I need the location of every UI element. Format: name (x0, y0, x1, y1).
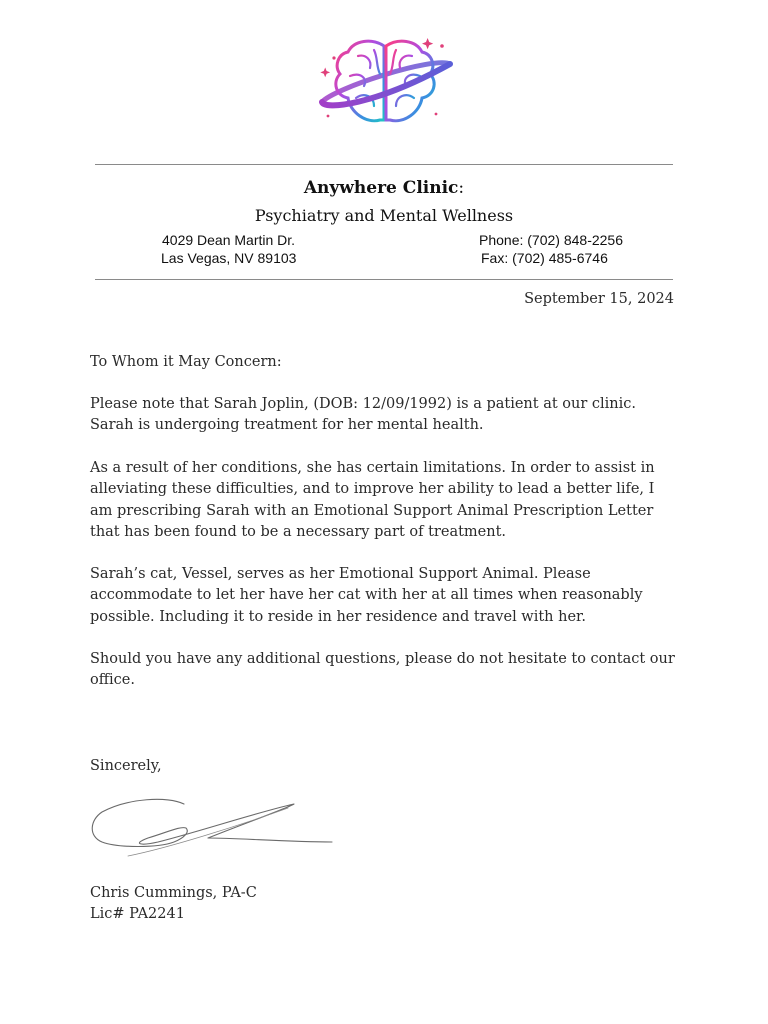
letter-paragraph: Should you have any additional questions, please do not hesitate to contact our office. (90, 651, 675, 689)
letter-paragraph: Please note that Sarah Joplin, (DOB: 12/09/1992) is a patient at our clinic. Sarah is undergoing treatment for her mental health. (90, 396, 636, 434)
brain-planet-logo-icon (314, 36, 456, 132)
letter-greeting: To Whom it May Concern: (90, 354, 282, 370)
clinic-name: Anywhere Clinic (303, 178, 459, 198)
signer-license: Lic# PA2241 (90, 906, 185, 922)
phone-number: Phone: (702) 848-2256 (479, 232, 623, 248)
address-line-2: Las Vegas, NV 89103 (161, 250, 297, 266)
signer-name: Chris Cummings, PA-C (90, 885, 257, 901)
header-rule-top (95, 164, 673, 165)
clinic-name-line (0, 176, 768, 200)
address-line-1: 4029 Dean Martin Dr. (162, 232, 296, 248)
clinic-name-colon: : (458, 178, 465, 198)
letter-paragraph: As a result of her conditions, she has certain limitations. In order to assist in alleviating these difficulties, and to improve her ability to lead a better life, I am prescribing Sarah with an Emotional Support Animal Prescription Letter that has been found to be a necessary part of treatment. (90, 460, 655, 540)
fax-number: Fax: (702) 485-6746 (481, 250, 608, 266)
letter-paragraph: Sarah’s cat, Vessel, serves as her Emotional Support Animal. Please accommodate to let her have her cat with her at all times when reasonably possible. Including it to reside in her residence and travel with her. (90, 566, 643, 625)
handwritten-signature (88, 792, 338, 862)
letter-closing: Sincerely, (90, 758, 162, 774)
clinic-subtitle: Psychiatry and Mental Wellness (254, 206, 514, 225)
letter-date: September 15, 2024 (524, 291, 674, 307)
header-rule-bottom (95, 279, 673, 280)
